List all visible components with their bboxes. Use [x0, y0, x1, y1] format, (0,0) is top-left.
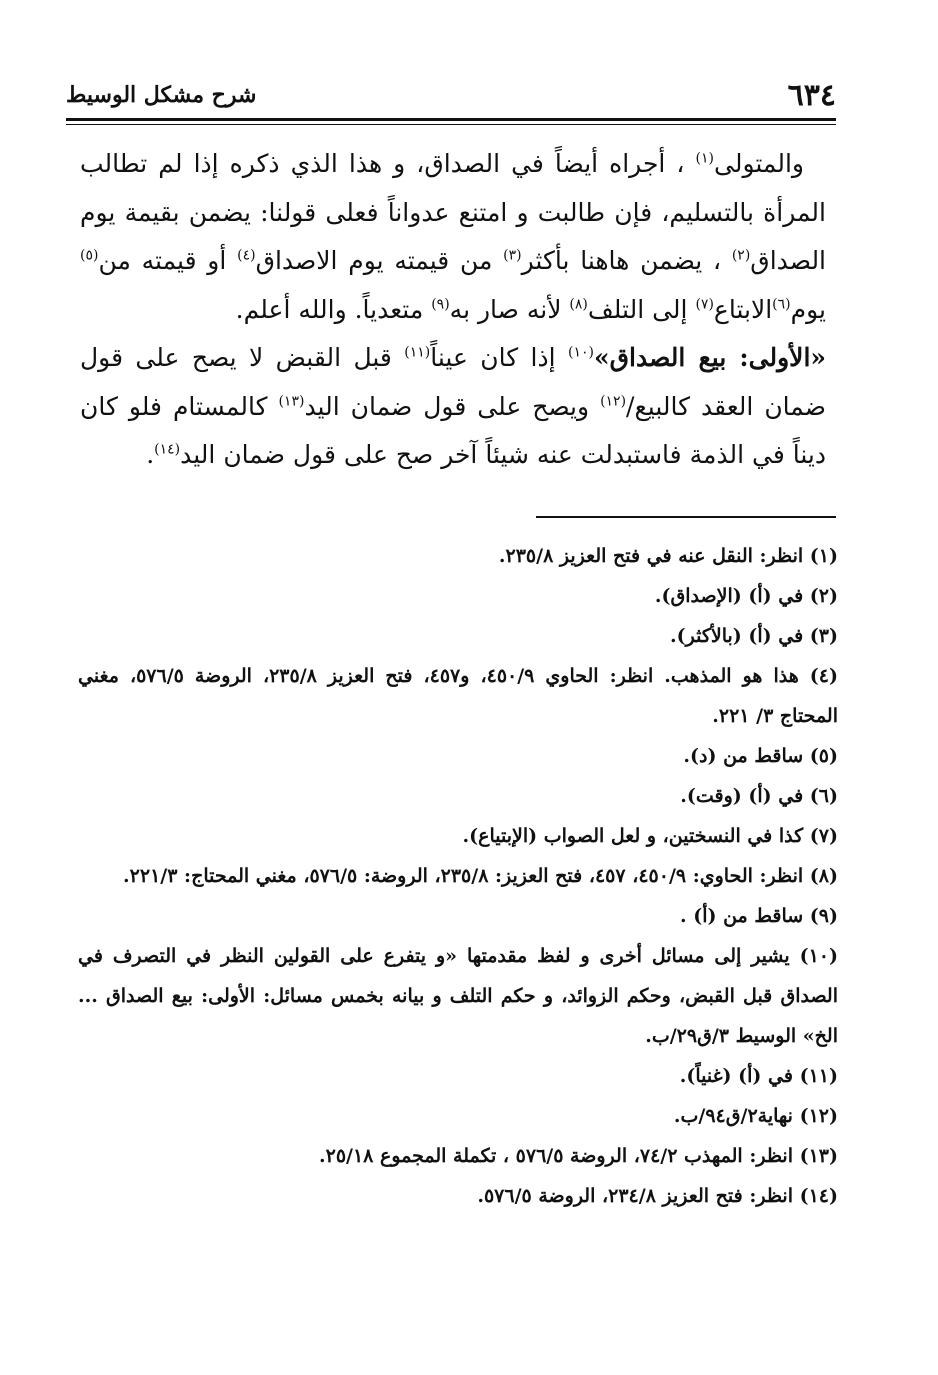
footnote-ref-10: (١٠)	[568, 344, 594, 361]
footnote-ref-7: (٧)	[695, 296, 714, 313]
text-span: .	[146, 440, 155, 469]
footnote-5: (٥) ساقط من (د).	[683, 745, 838, 767]
footnote-14: (١٤) انظر: فتح العزيز ٢٣٤/٨، الروضة ٥٧٦/٥.	[477, 1185, 838, 1207]
footnote-ref-11: (١١)	[404, 344, 431, 361]
text-span: ، يضمن هاهنا بأكثر	[521, 246, 722, 275]
footnote-ref-3: (٣)	[503, 247, 522, 264]
text-span: إلى التلف	[587, 294, 688, 324]
text-span: قبل القبض لا يصح على قول ضمان العقد كالبيع/	[80, 343, 826, 421]
footnote-4: (٤) هذا هو المذهب. انظر: الحاوي ٤٥٠/٩، و٤٥٧، فتح العزيز ٢٣٥/٨، الروضة ٥٧٦/٥، مغني المحتاج ٣/ ٢٢١.	[78, 665, 838, 727]
text-span: ، أجراه أيضاً في الصداق، و هذا الذي ذكره إذا لم تطالب المرأة بالتسليم، فإن طالبت و امتنع عدواناً فعلى قولنا: يضمن بقيمة يوم الصداق	[80, 149, 827, 275]
page-number: ٦٣٤	[787, 78, 836, 113]
footnote-7: (٧) كذا في النسختين، و لعل الصواب (الإبتياع).	[462, 825, 838, 847]
footnote-6: (٦) في (أ) (وقت).	[680, 785, 838, 807]
text-span: لأنه صار به	[449, 294, 562, 324]
main-text	[80, 140, 826, 480]
footnote-13: (١٣) انظر: المهذب ٧٤/٢، الروضة ٥٧٦/٥ ، تكملة المجموع ٢٥/١٨.	[318, 1145, 838, 1167]
footnote-12: (١٢) نهاية٢/ق٩٤/ب.	[673, 1105, 838, 1127]
paragraph-1	[80, 140, 826, 334]
section-heading: «الأولى: بيع الصداق»	[593, 343, 827, 372]
footnote-ref-4: (٤)	[237, 247, 256, 264]
footnote-ref-5: (٥)	[80, 247, 99, 264]
text-span: كالمستام فلو كان ديناً في الذمة فاستبدلت عنه شيئاً آخر صح على قول ضمان اليد	[80, 391, 826, 469]
text-span: أو قيمته من	[98, 246, 227, 275]
page-header	[66, 76, 836, 116]
text-span: إذا كان عيناً	[430, 343, 556, 372]
footnote-ref-12: (١٢)	[600, 393, 627, 410]
text-span: متعدياً. والله أعلم.	[235, 294, 424, 324]
footnote-9: (٩) ساقط من (أ) .	[679, 905, 838, 927]
footnotes	[78, 536, 838, 1216]
text-span: والمتولى	[713, 149, 804, 178]
footnote-ref-1: (١)	[695, 150, 714, 167]
running-title: شرح مشكل الوسيط	[66, 82, 257, 108]
footnote-3: (٣) في (أ) (بالأكثر).	[670, 625, 838, 647]
text-span: يوم	[790, 294, 826, 324]
footnote-ref-6: (٦)	[772, 296, 791, 313]
paragraph-2	[80, 334, 826, 480]
footnote-separator	[536, 516, 836, 518]
text-span: من قيمته يوم الاصداق	[255, 246, 493, 275]
footnote-2: (٢) في (أ) (الإصداق).	[654, 585, 838, 607]
footnote-ref-13: (١٣)	[278, 393, 305, 410]
text-span: الابتاع	[713, 294, 773, 324]
footnote-ref-14: (١٤)	[154, 441, 181, 458]
footnote-10: (١٠) يشير إلى مسائل أخرى و لفظ مقدمتها «و يتفرع على القولين النظر في التصرف في الصداق قبل القبض، وحكم الزوائد، و حكم التلف و بيانه بخمس مسائل: الأولى: بيع الصداق ... الخ» الوسيط ٣/ق٢٩/ب.	[78, 945, 838, 1047]
footnote-1: (١) انظر: النقل عنه في فتح العزيز ٢٣٥/٨.	[498, 545, 838, 567]
footnote-8: (٨) انظر: الحاوي: ٤٥٠/٩، ٤٥٧، فتح العزيز: ٢٣٥/٨، الروضة: ٥٧٦/٥، مغني المحتاج: ٢٢١/٣.	[123, 865, 838, 887]
footnote-ref-9: (٩)	[431, 296, 450, 313]
footnote-ref-2: (٢)	[731, 247, 751, 264]
text-span: ويصح على قول ضمان اليد	[304, 391, 590, 421]
footnote-ref-8: (٨)	[569, 296, 588, 313]
footnote-11: (١١) في (أ) (غنياً).	[679, 1065, 838, 1087]
header-rule	[66, 118, 836, 125]
